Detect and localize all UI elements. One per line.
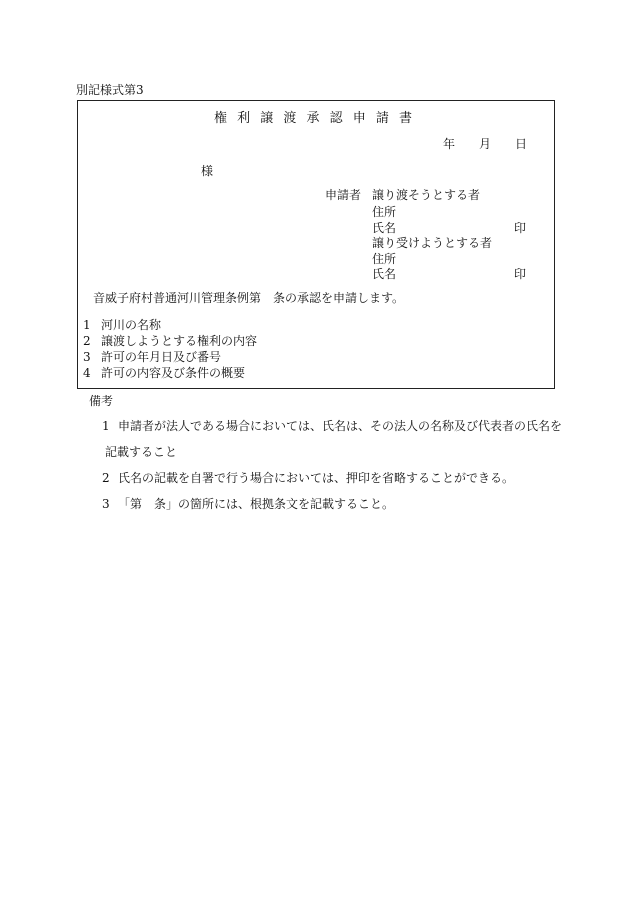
item-number: 3 — [83, 350, 91, 364]
item-river-name: 河川の名称 — [101, 318, 162, 332]
notes-heading: 備考 — [89, 394, 114, 408]
transferor-seal-mark: 印 — [514, 221, 527, 235]
item-permit-conditions: 許可の内容及び条件の概要 — [101, 366, 246, 380]
note-number: 3 — [102, 497, 110, 511]
note-number: 1 — [102, 419, 110, 433]
application-statement: 音威子府村普通河川管理条例第 条の承認を申請します。 — [93, 291, 405, 305]
date-day-label: 日 — [515, 137, 528, 151]
form-title: 権 利 譲 渡 承 認 申 請 書 — [214, 111, 413, 126]
date-year-label: 年 — [443, 137, 456, 151]
addressee-suffix: 様 — [201, 164, 214, 178]
item-number: 2 — [83, 334, 91, 348]
transferor-address-label: 住所 — [372, 205, 397, 219]
transferee-name-label: 氏名 — [372, 267, 397, 281]
item-right-content: 譲渡しようとする権利の内容 — [101, 334, 258, 348]
note-text: 申請者が法人である場合においては、氏名は、その法人の名称及び代表者の氏名を — [118, 419, 563, 433]
date-month-label: 月 — [479, 137, 492, 151]
item-number: 1 — [83, 318, 91, 332]
note-text-continuation: 記載すること — [105, 445, 178, 459]
item-permit-date-number: 許可の年月日及び番号 — [101, 350, 222, 364]
note-number: 2 — [102, 471, 110, 485]
form-number: 別記様式第3 — [76, 83, 144, 97]
transferee-seal-mark: 印 — [514, 267, 527, 281]
item-number: 4 — [83, 366, 91, 380]
transferor-heading: 譲り渡そうとする者 — [372, 188, 481, 202]
note-text: 氏名の記載を自署で行う場合においては、押印を省略することができる。 — [118, 471, 515, 485]
applicant-label: 申請者 — [325, 188, 362, 202]
transferee-address-label: 住所 — [372, 252, 397, 266]
transferor-name-label: 氏名 — [372, 221, 397, 235]
note-text: 「第 条」の箇所には、根拠条文を記載すること。 — [118, 497, 395, 511]
transferee-heading: 譲り受けようとする者 — [372, 236, 493, 250]
